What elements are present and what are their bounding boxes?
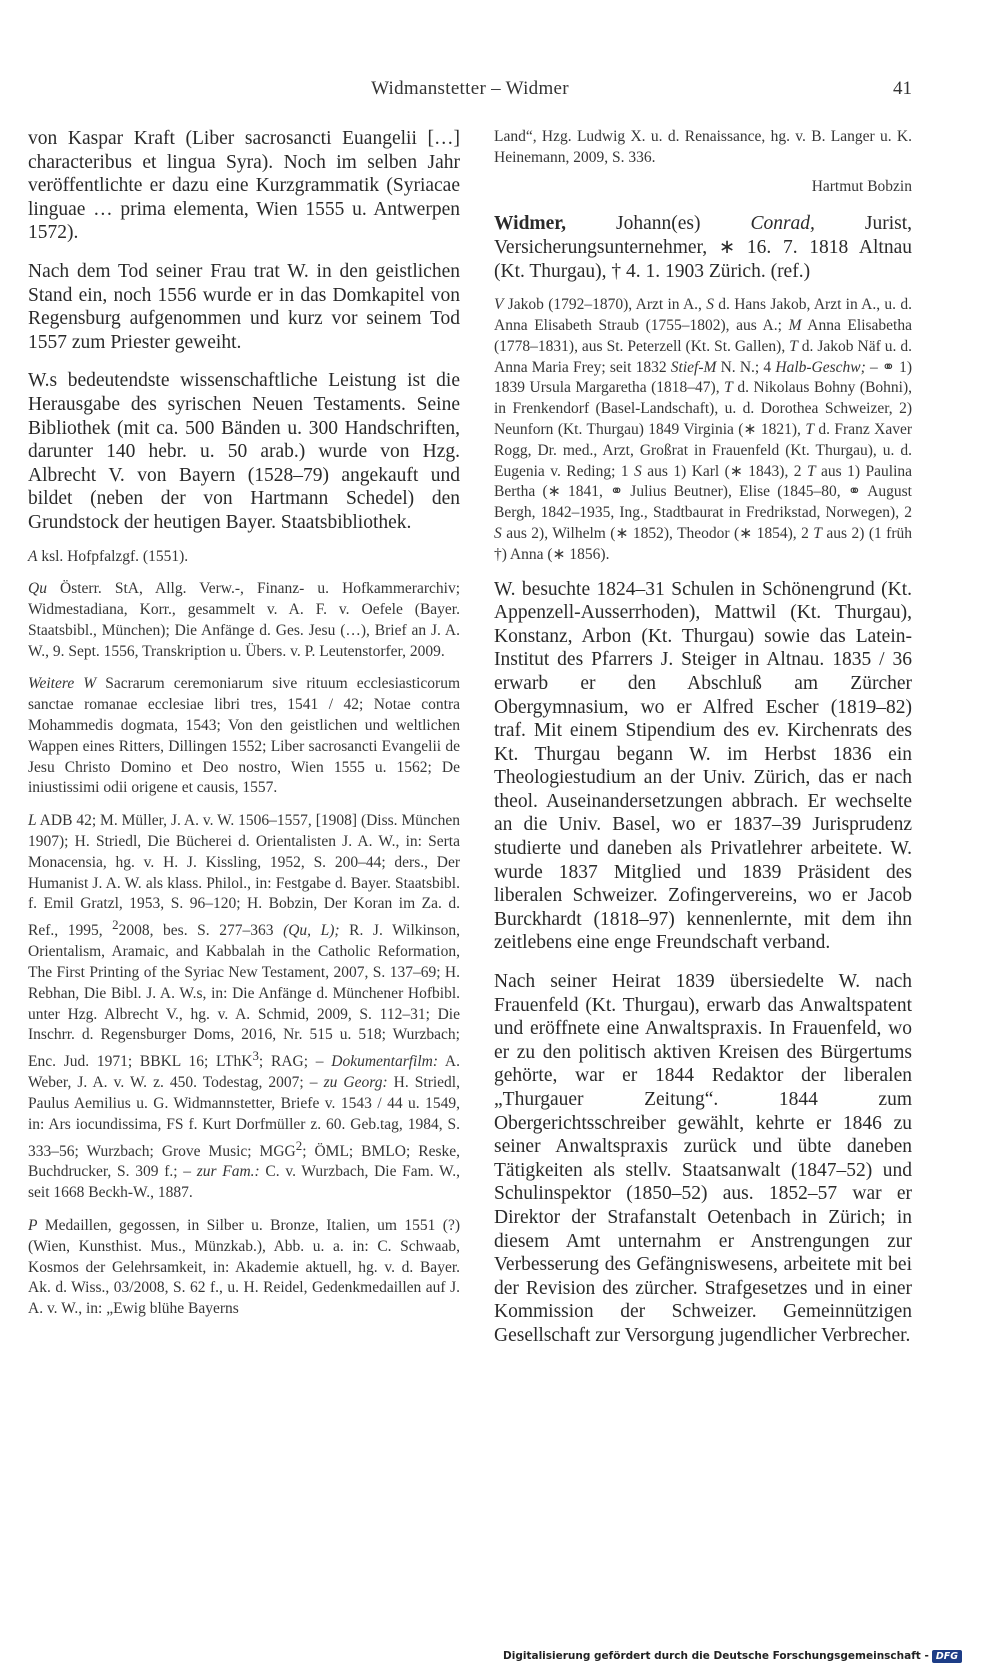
paragraph-intro: von Kaspar Kraft (Liber sacrosancti Euangelii […] characteribus et lingua Syra). Noch im selben Jahr veröffentlichte er dazu eine Kurzgrammatik (Syriacae linguae … prima elementa, Wien 1555 u. Antwerpen 1572).	[28, 128, 460, 244]
entry-heading: Widmer, Johann(es) Conrad, Jurist, Versicherungsunternehmer, ∗ 16. 7. 1818 Altnau (Kt. Thurgau), † 4. 1. 1903 Zürich. (ref.)	[494, 213, 912, 282]
paragraph-career: Nach seiner Heirat 1839 übersiedelte W. nach Frauenfeld (Kt. Thurgau), erwarb das Anwaltspatent und eröffnete eine Anwaltspraxis. In Frauenfeld, wo er zu den politisch aktiven Kreisen des Bürgertums gehörte, war er 1844 Redaktor der liberalen „Thurgauer Zeitung“. 1844 zum Obergerichtsschreiber gewählt, kehrte er 1846 zu seiner Anwaltspraxis zurück und übte daneben Tätigkeiten als stellv. Staatsanwalt (1847–52) und Schulinspektor (1850–52) aus. 1852–57 war er Direktor der Strafanstalt Oetenbach in Zürich; in diesem Amt unternahm er Anstrengungen zur Verbesserung des Gefängniswesens, arbeitete mit bei der Revision des zürcher. Strafgesetzes und in einer Kommission der Schweizer. Gemeinnützigen Gesellschaft zur Versorgung jugendlicher Verbrecher.	[494, 971, 912, 1346]
running-header	[28, 78, 912, 108]
section-genealogy: V Jakob (1792–1870), Arzt in A., S d. Hans Jakob, Arzt in A., u. d. Anna Elisabeth Straub (1755–1802), aus A.; M Anna Elisabetha (1778–1831), aus St. Peterzell (Kt. St. Gallen), T d. Jakob Näf u. d. Anna Maria Frey; seit 1832 Stief-M N. N.; 4 Halb-Geschw; – ⚭ 1) 1839 Ursula Margaretha (1818–47), T d. Nikolaus Bohny (Bohni), in Frenkendorf (Basel-Landschaft), u. d. Dorothea Schweizer, 2) Neunforn (Kt. Thurgau) 1849 Virginia (∗ 1821), T d. Franz Xaver Rogg, Dr. med., Arzt, Großrat in Frauenfeld (Kt. Thurgau), u. d. Eugenia v. Reding; 1 S aus 1) Karl (∗ 1843), 2 T aus 1) Paulina Bertha (∗ 1841, ⚭ Julius Beutner), Elise (1845–80, ⚭ August Bergh, 1842–1935, Ing., Stadtbaurat in Fredrikstad, Norwegen), 2 S aus 2), Wilhelm (∗ 1852), Theodor (∗ 1854), 2 T aus 2) (1 früh †) Anna (∗ 1856).	[494, 296, 913, 563]
section-portraits: P Medaillen, gegossen, in Silber u. Bronze, Italien, um 1551 (?) (Wien, Kunsthist. Mus., Münzkab.), Abb. u. a. in: C. Schwaab, Kosmos der Gelehrsamkeit, in: Akademie aktuell, hg. v. d. Bayer. Ak. d. Wiss., 03/2008, S. 62 f., u. H. Reidel, Gedenkmedaillen auf J. A. v. W., in: „Ewig blühe Bayerns	[28, 1217, 460, 1318]
section-label: P	[28, 1217, 38, 1235]
section-sources: Qu Österr. StA, Allg. Verw.-, Finanz- u. Hofkammerarchiv; Widmestadiana, Korr., gesammelt v. A. F. v. Oefele (Bayer. Staatsbibl., München); Die Anfänge d. Ges. Jesu (…), Brief an J. A. W., 9. Sept. 1556, Transkription u. Übers. v. P. Leutenstorfer, 2009.	[28, 580, 460, 660]
left-column	[28, 127, 460, 1320]
funding-footer	[503, 1650, 962, 1663]
section-label: Qu	[28, 580, 47, 598]
right-column	[494, 127, 912, 1348]
running-title: Widmanstetter – Widmer	[371, 78, 569, 99]
funding-note: Digitalisierung gefördert durch die Deutsche Forschungsgemeinschaft -	[503, 1650, 929, 1662]
section-label: Weitere W	[28, 675, 97, 693]
author-signature: Hartmut Bobzin	[811, 177, 912, 195]
paragraph-legacy: W.s bedeutendste wissenschaftliche Leistung ist die Herausgabe des syrischen Neuen Testaments. Seine Bibliothek (mit ca. 500 Bänden u. 300 Handschriften, darunter 140 hebr. u. 50 arab.) wurde von Hzg. Albrecht V. von Bayern (1528–79) angekauft und bildet (neben der von Hartmann Schedel) den Grundstock der heutigen Bayer. Staatsbibliothek.	[28, 370, 460, 533]
section-label: L	[28, 812, 37, 830]
portraits-continuation: Land“, Hzg. Ludwig X. u. d. Renaissance, hg. v. B. Langer u. K. Heinemann, 2009, S. 336.	[494, 128, 912, 166]
page-number: 41	[893, 78, 912, 99]
paragraph-education: W. besuchte 1824–31 Schulen in Schönengrund (Kt. Appenzell-Ausserrhoden), Mattwil (Kt. Thurgau), Konstanz, Arbon (Kt. Thurgau) sowie das Latein-Institut des Pfarrers J. Steiger in Altnau. 1835 / 36 erwarb er den Abschluß am Zürcher Obergymnasium, wo er Alfred Escher (1819–82) traf. Mit einem Stipendium des ev. Kirchenrats des Kt. Thurgau begann W. im Herbst 1836 ein Theologiestudium an der Univ. Zürich, das er nach theol. Auseinandersetzungen abbrach. Er wechselte an die Univ. Basel, wo er 1837–39 Jurisprudenz studierte und daneben als Privatlehrer arbeitete. W. wurde 1837 Mitglied und 1839 Präsident des liberalen Schweizer. Zofingervereins, wo er Jacob Burckhardt (1818–97) kennenlernte, mit dem ihn zeitlebens eine enge Freundschaft verband.	[494, 578, 912, 954]
section-further-works: Weitere W Sacrarum ceremoniarum sive rituum ecclesiasticorum sanctae romanae ecclesiae libri tres, 1541 / 42; Notae contra Mohammedis dogmata, 1543; Von den geistlichen und weltlichen Wappen eines Ritters, Dillingen 1552; Liber sacrosancti Evangelii de Jesu Christo Domino et Deo nostro, Wien 1555 u. 1562; De iniustissimi odii origene et causis, 1557.	[28, 675, 461, 797]
dfg-logo: DFG	[932, 1650, 962, 1663]
section-awards: A ksl. Hofpfalzgf. (1551).	[28, 547, 189, 565]
entry-name: Widmer,	[494, 213, 567, 235]
section-literature: L ADB 42; M. Müller, J. A. v. W. 1506–1557, [1908] (Diss. München 1907); H. Striedl, Die Bücherei d. Orientalisten J. A. W., in: Serta Monacensia, hg. v. H. J. Kissling, 1952, S. 200–44; ders., Der Humanist J. A. W. als klass. Philol., in: Festgabe d. Bayer. Staatsbibl. f. Emil Gratzl, 1953, S. 96–120; H. Bobzin, Der Koran im Za. d. Ref., 1995, $^2$2008, bes. S. 277–363 (Qu, L); R. J. Wilkinson, Orientalism, Aramaic, and Kabbalah in the Catholic Reformation, The First Printing of the Syriac New Testament, 2007, S. 137–69; H. Rebhan, Die Bibl. J. A. W.s, in: Die Anfänge d. Münchener Hofbibl. unter Hzg. Albrecht V., hg. v. A. Schmid, 2009, S. 112–31; Die Inschrr. d. Regensburger Doms, 2016, Nr. 515 u. 518; Wurzbach; Enc. Jud. 1971; BBKL 16; LThK$^3$; RAG; – Dokumentarfilm: A. Weber, J. A. v. W. z. 450. Todestag, 2007; – zu Georg: H. Striedl, Paulus Aemilius u. G. Widmannstetter, Briefe v. 1543 / 44 u. 1549, in: Ars iocundissima, FS f. Kurt Dorfmüller z. 60. Geb.tag, 1984, S. 333–56; Wurzbach; Grove Music; MGG$^2$; ÖML; BMLO; Reske, Buchdrucker, S. 309 f.; – zur Fam.: C. v. Wurzbach, Die Fam. W., seit 1668 Beckh-W., 1887.	[28, 812, 460, 1202]
section-label: A	[28, 547, 38, 565]
paragraph-priesthood: Nach dem Tod seiner Frau trat W. in den geistlichen Stand ein, noch 1556 wurde er in das Domkapitel von Regensburg aufgenommen und kurz vor seinem Tod 1557 zum Priester geweiht.	[28, 260, 460, 353]
